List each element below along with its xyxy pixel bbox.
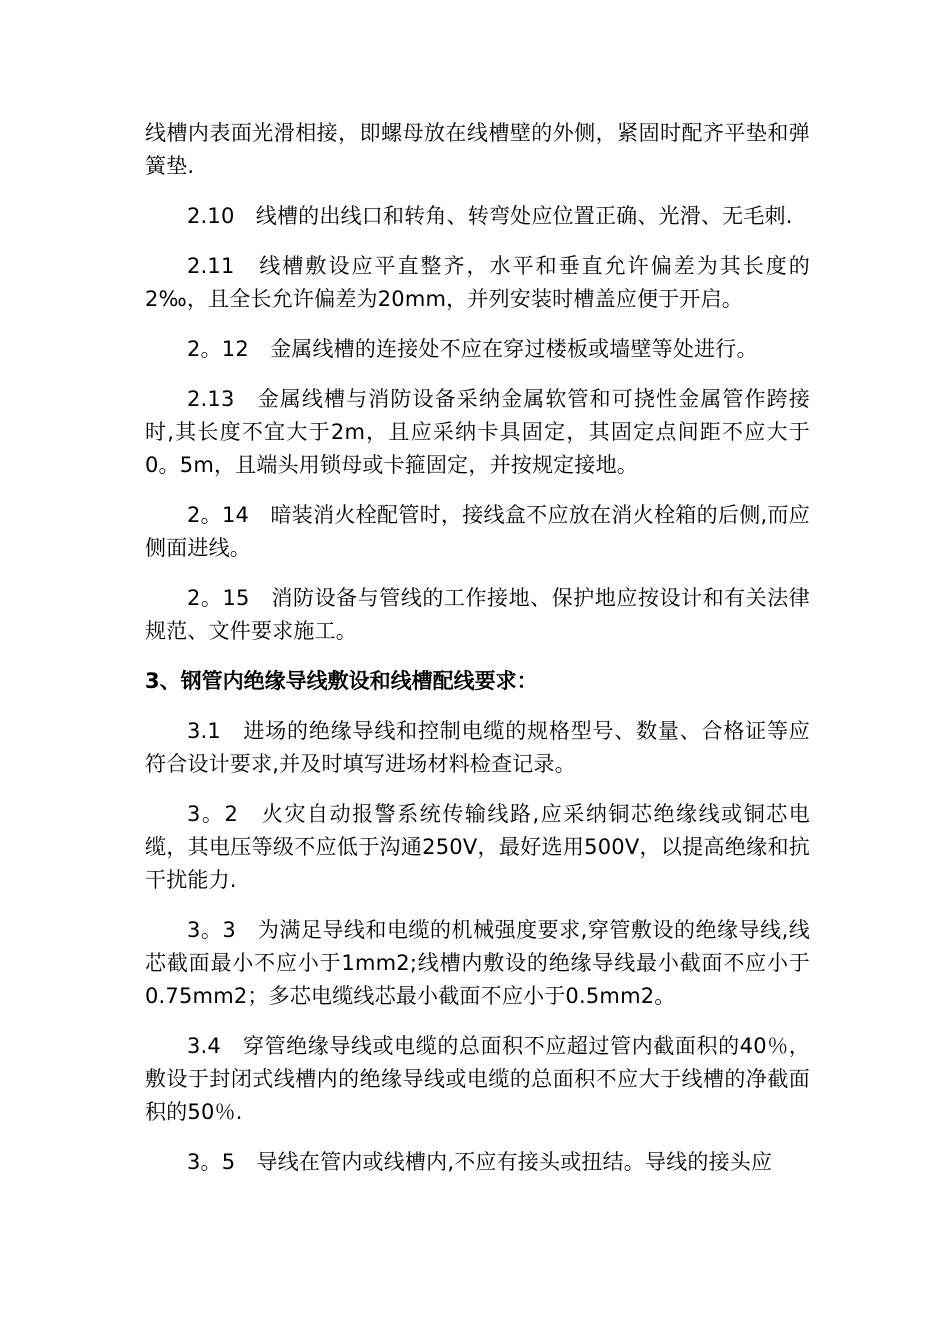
paragraph-2-11: 2.11 线槽敷设应平直整齐，水平和垂直允许偏差为其长度的2‰，且全长允许偏差为20mm，并列安装时槽盖应便于开启。	[145, 254, 810, 311]
paragraph-2-12: 2。12 金属线槽的连接处不应在穿过楼板或墙壁等处进行。	[187, 337, 758, 361]
paragraph-3-5: 3。5 导线在管内或线槽内,不应有接头或扭结。导线的接头应	[187, 1150, 773, 1174]
paragraph-2-10: 2.10 线槽的出线口和转角、转弯处应位置正确、光滑、无毛刺.	[187, 204, 793, 228]
paragraph-2-15: 2。15 消防设备与管线的工作接地、保护地应按设计和有关法律规范、文件要求施工。	[145, 586, 810, 643]
paragraph-2-14: 2。14 暗装消火栓配管时，接线盒不应放在消火栓箱的后侧,而应侧面进线。	[145, 503, 810, 560]
paragraph-1: 线槽内表面光滑相接，即螺母放在线槽壁的外侧，紧固时配齐平垫和弹簧垫.	[145, 121, 810, 178]
paragraph-3-4: 3.4 穿管绝缘导线或电缆的总面积不应超过管内截面积的40％，敷设于封闭式线槽内的绝缘导线或电缆的总面积不应大于线槽的净截面积的50％.	[145, 1034, 810, 1124]
section-heading-3: 3、钢管内绝缘导线敷设和线槽配线要求：	[145, 669, 538, 693]
paragraph-3-1: 3.1 进场的绝缘导线和控制电缆的规格型号、数量、合格证等应符合设计要求,并及时填写进场材料检查记录。	[145, 719, 810, 776]
document-page	[145, 117, 810, 1196]
paragraph-3-2: 3。2 火灾自动报警系统传输线路,应采纳铜芯绝缘线或铜芯电缆，其电压等级不应低于沟通250V，最好选用500V，以提高绝缘和抗干扰能力.	[145, 802, 810, 892]
paragraph-3-3: 3。3 为满足导线和电缆的机械强度要求,穿管敷设的绝缘导线,线芯截面最小不应小于1mm2;线槽内敷设的绝缘导线最小截面不应小于0.75mm2；多芯电缆线芯最小截面不应小于0.5mm2。	[145, 918, 810, 1008]
paragraph-2-13: 2.13 金属线槽与消防设备采纳金属软管和可挠性金属管作跨接时,其长度不宜大于2m，且应采纳卡具固定，其固定点间距不应大于0。5m，且端头用锁母或卡箍固定，并按规定接地。	[145, 387, 810, 477]
